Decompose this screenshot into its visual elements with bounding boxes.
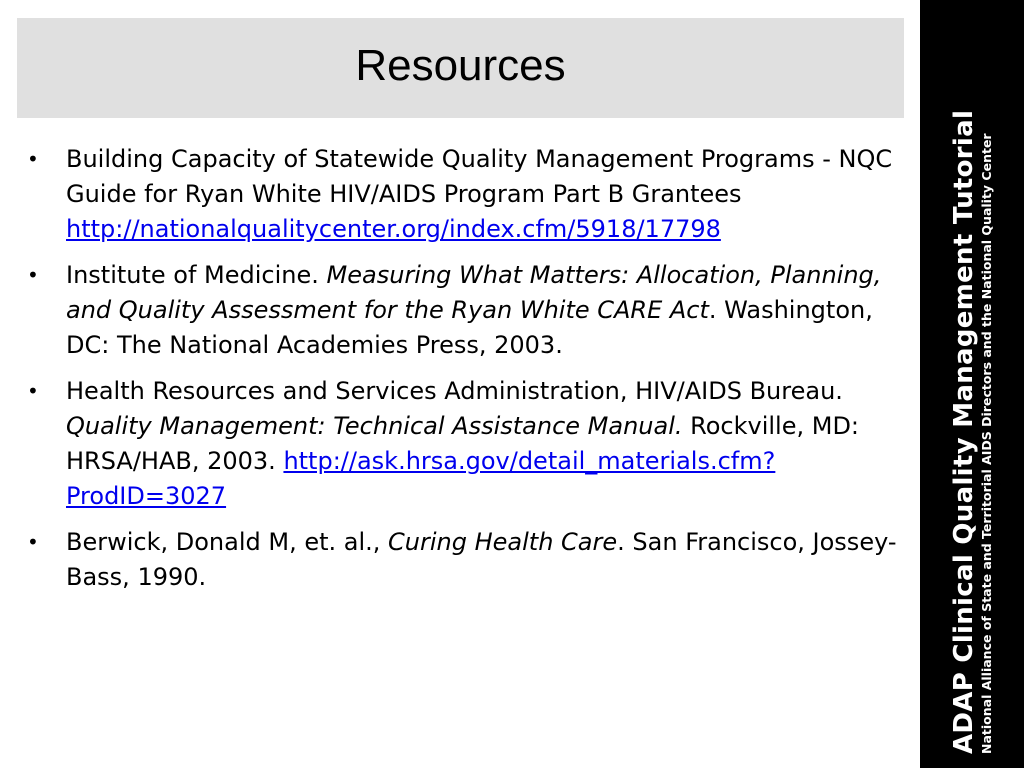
resource-list (0, 142, 905, 606)
title-bar (17, 18, 904, 118)
resource-title-italic: Measuring What Matters: Allocation, Planning, and Quality Assessment for the Ryan White CARE Act (66, 261, 882, 324)
resource-title-italic: Curing Health Care (388, 528, 618, 556)
sidebar-organization: National Alliance of State and Territorial AIDS Directors and the National Quality Center (979, 133, 994, 754)
resource-item-1 (0, 142, 905, 247)
resource-text: . Washington, DC: The National Academies Press, 2003. (66, 296, 873, 359)
sidebar-text-block (949, 14, 995, 754)
sidebar-banner (920, 0, 1024, 768)
bullet-dot-icon: • (27, 147, 39, 171)
resource-text: Rockville, MD: HRSA/HAB, 2003. (66, 412, 860, 475)
bullet-dot-icon: • (27, 530, 39, 554)
resource-item-4 (0, 525, 905, 595)
resource-text: Building Capacity of Statewide Quality Management Programs - NQC Guide for Ryan White HIV/AIDS Program Part B Grantees (66, 145, 893, 208)
resource-text: Berwick, Donald M, et. al., (66, 528, 389, 556)
resource-link[interactable]: http://nationalqualitycenter.org/index.cfm/5918/17798 (66, 215, 721, 243)
resource-text: Institute of Medicine. (66, 261, 327, 289)
resource-title-italic: Quality Management: Technical Assistance Manual. (66, 412, 683, 440)
slide-title: Resources (355, 41, 566, 90)
bullet-dot-icon: • (27, 379, 39, 403)
resource-item-2 (0, 258, 905, 363)
sidebar-tutorial-title: ADAP Clinical Quality Management Tutorial (949, 109, 979, 754)
resource-item-3 (0, 374, 905, 514)
bullet-dot-icon: • (27, 263, 39, 287)
resource-text: Health Resources and Services Administration, HIV/AIDS Bureau. (66, 377, 843, 405)
resource-text: . San Francisco, Jossey-Bass, 1990. (66, 528, 897, 591)
resource-link[interactable]: http://ask.hrsa.gov/detail_materials.cfm?ProdID=3027 (66, 447, 776, 510)
